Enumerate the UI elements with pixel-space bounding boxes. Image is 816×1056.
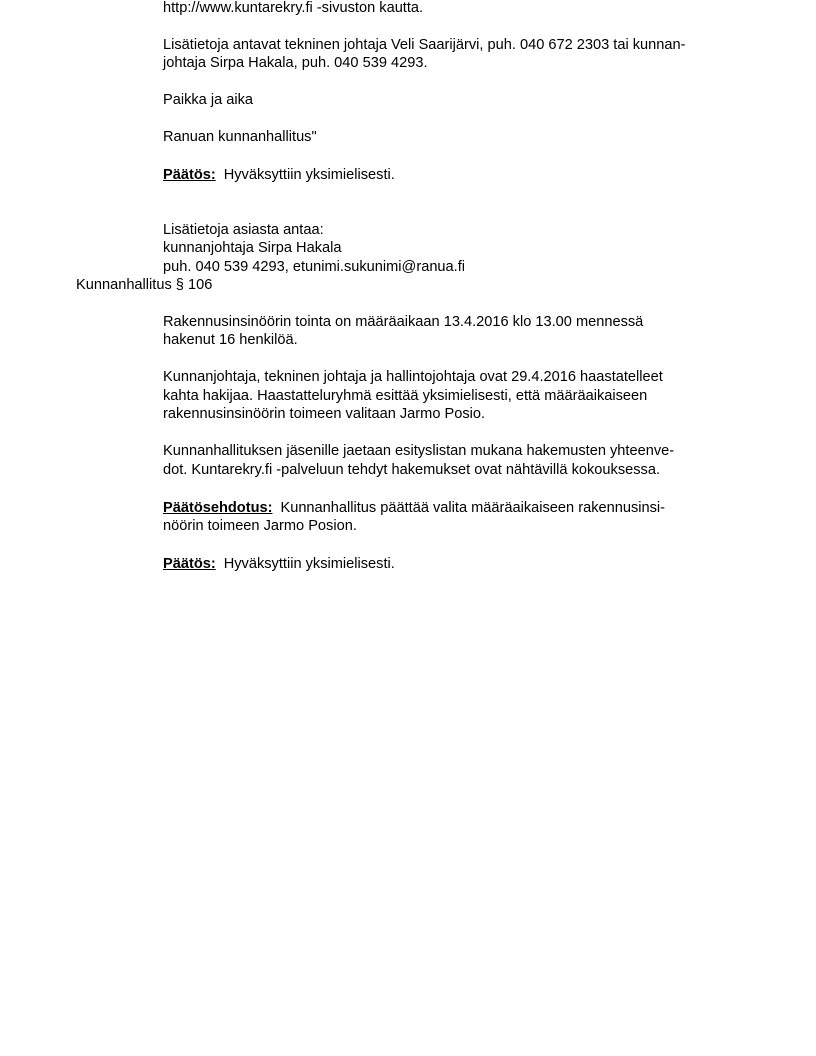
text-line: johtaja Sirpa Hakala, puh. 040 539 4293. bbox=[163, 55, 428, 71]
decision-label: Päätös: bbox=[163, 556, 216, 572]
contact-line: Lisätietoja asiasta antaa: bbox=[163, 222, 324, 238]
text-line: http://www.kuntarekry.fi -sivuston kautta. bbox=[163, 0, 424, 16]
text-line: Lisätietoja antavat tekninen johtaja Veli Saarijärvi, puh. 040 672 2303 tai kunnan- bbox=[163, 37, 686, 53]
section-heading: Kunnanhallitus § 106 bbox=[76, 277, 213, 293]
text-line: nöörin toimeen Jarmo Posion. bbox=[163, 518, 357, 534]
decision-text: Hyväksyttiin yksimielisesti. bbox=[223, 556, 395, 572]
proposal-text: Kunnanhallitus päättää valita määräaikaiseen rakennusinsi- bbox=[280, 500, 666, 516]
proposal-label: Päätösehdotus: bbox=[163, 500, 273, 516]
decision-label: Päätös: bbox=[163, 167, 216, 183]
decision-paragraph bbox=[163, 555, 395, 573]
contact-line: puh. 040 539 4293, etunimi.sukunimi@ranua.fi bbox=[163, 259, 466, 275]
text-line: Kunnanjohtaja, tekninen johtaja ja hallintojohtaja ovat 29.4.2016 haastatelleet bbox=[163, 369, 663, 385]
contact-line: kunnanjohtaja Sirpa Hakala bbox=[163, 240, 342, 256]
decision-text: Hyväksyttiin yksimielisesti. bbox=[223, 167, 395, 183]
text-line: Rakennusinsinöörin tointa on määräaikaan 13.4.2016 klo 13.00 mennessä bbox=[163, 314, 644, 330]
text-line: Paikka ja aika bbox=[163, 92, 254, 108]
text-line: rakennusinsinöörin toimeen valitaan Jarmo Posio. bbox=[163, 406, 486, 422]
text-line: dot. Kuntarekry.fi -palveluun tehdyt hakemukset ovat nähtävillä kokouksessa. bbox=[163, 462, 660, 478]
text-line: hakenut 16 henkilöä. bbox=[163, 332, 298, 348]
text-line: Kunnanhallituksen jäsenille jaetaan esityslistan mukana hakemusten yhteenve- bbox=[163, 443, 675, 459]
decision-paragraph bbox=[163, 166, 395, 184]
text-line: Ranuan kunnanhallitus" bbox=[163, 129, 317, 145]
text-line: kahta hakijaa. Haastatteluryhmä esittää yksimielisesti, että määräaikaiseen bbox=[163, 388, 648, 404]
proposal-paragraph bbox=[163, 499, 665, 517]
